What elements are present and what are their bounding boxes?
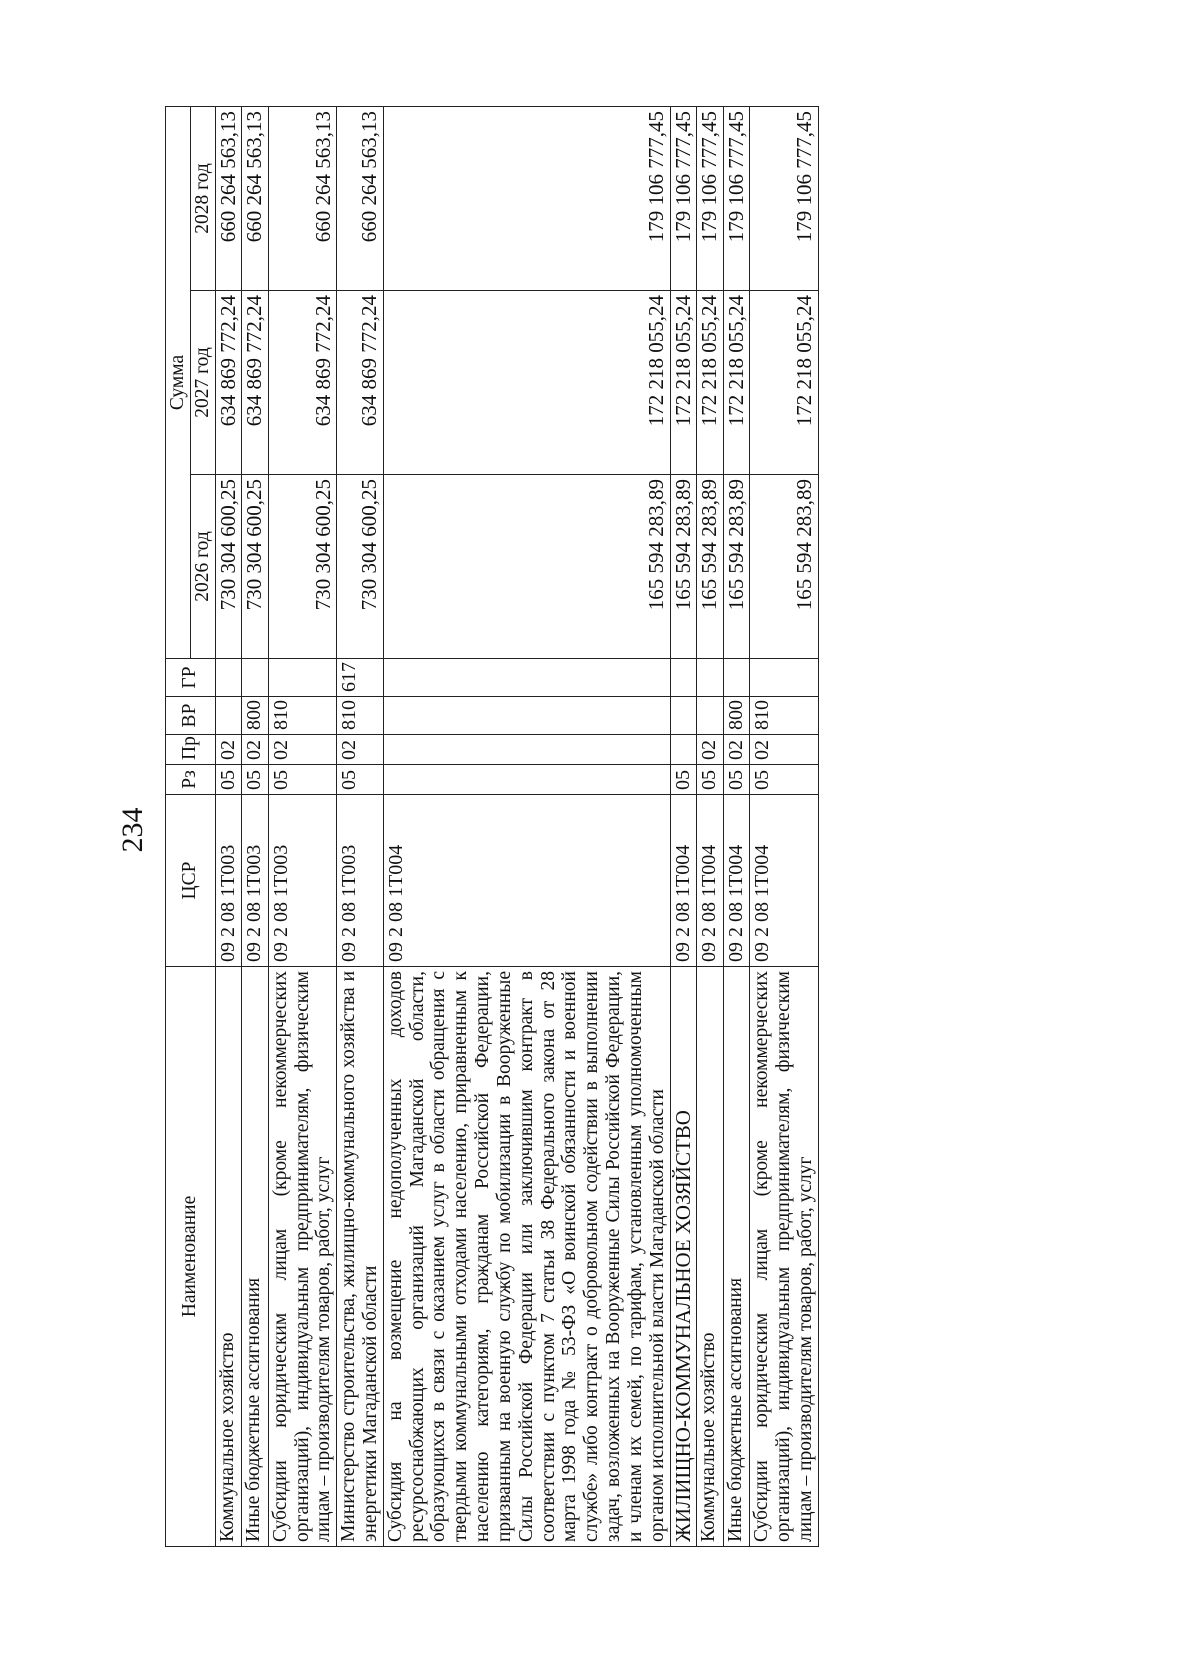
row-vr: 810 (337, 697, 384, 735)
row-pr: 02 (723, 735, 750, 765)
row-sum-2027: 172 218 055,24 (383, 291, 670, 475)
row-rz: 05 (337, 765, 384, 795)
table-row (750, 107, 818, 1547)
row-pr: 02 (268, 735, 336, 765)
row-sum-2028: 179 106 777,45 (383, 107, 670, 291)
row-gr (383, 659, 670, 697)
row-sum-2028: 179 106 777,45 (697, 107, 724, 291)
rotated-table-wrapper (165, 107, 1045, 1547)
row-vr (215, 697, 242, 735)
table-row (242, 107, 269, 1547)
row-sum-2027: 172 218 055,24 (670, 291, 697, 475)
row-csr: 09 2 08 1Т004 (383, 795, 670, 967)
row-name: ЖИЛИЩНО-КОММУНАЛЬНОЕ ХОЗЯЙСТВО (670, 967, 697, 1547)
row-gr: 617 (337, 659, 384, 697)
row-csr: 09 2 08 1Т003 (242, 795, 269, 967)
row-name: Субсидии юридическим лицам (кроме некоммерческих организаций), индивидуальным предпринимателям, физическим лицам – производителям товаров, работ, услуг (268, 967, 336, 1547)
row-rz: 05 (723, 765, 750, 795)
budget-table (165, 106, 819, 1547)
row-sum-2026: 730 304 600,25 (242, 475, 269, 659)
row-sum-2026: 165 594 283,89 (697, 475, 724, 659)
row-csr: 09 2 08 1Т003 (268, 795, 336, 967)
header-2028: 2028 год (190, 107, 215, 291)
row-sum-2028: 660 264 563,13 (215, 107, 242, 291)
row-sum-2026: 165 594 283,89 (750, 475, 818, 659)
row-rz: 05 (750, 765, 818, 795)
row-csr: 09 2 08 1Т004 (750, 795, 818, 967)
table-row (337, 107, 384, 1547)
row-rz: 05 (242, 765, 269, 795)
row-gr (723, 659, 750, 697)
row-name: Субсидии юридическим лицам (кроме некоммерческих организаций), индивидуальным предпринимателям, физическим лицам – производителям товаров, работ, услуг (750, 967, 818, 1547)
row-vr: 810 (268, 697, 336, 735)
header-gr: ГР (166, 659, 216, 697)
table-row (383, 107, 670, 1547)
row-sum-2027: 634 869 772,24 (268, 291, 336, 475)
header-2027: 2027 год (190, 291, 215, 475)
row-vr (697, 697, 724, 735)
row-sum-2028: 660 264 563,13 (242, 107, 269, 291)
row-gr (670, 659, 697, 697)
row-sum-2026: 730 304 600,25 (215, 475, 242, 659)
row-vr: 800 (242, 697, 269, 735)
row-csr: 09 2 08 1Т004 (723, 795, 750, 967)
row-gr (697, 659, 724, 697)
header-name: Наименование (166, 967, 216, 1547)
row-rz: 05 (268, 765, 336, 795)
row-rz (383, 765, 670, 795)
row-csr: 09 2 08 1Т003 (215, 795, 242, 967)
row-sum-2026: 165 594 283,89 (723, 475, 750, 659)
row-pr: 02 (697, 735, 724, 765)
row-pr: 02 (242, 735, 269, 765)
row-sum-2028: 179 106 777,45 (723, 107, 750, 291)
header-sum: Сумма (166, 107, 191, 659)
row-sum-2028: 660 264 563,13 (337, 107, 384, 291)
row-sum-2027: 172 218 055,24 (750, 291, 818, 475)
row-vr (383, 697, 670, 735)
header-pr: Пр (166, 735, 216, 765)
row-gr (215, 659, 242, 697)
header-rz: Рз (166, 765, 216, 795)
row-sum-2027: 172 218 055,24 (723, 291, 750, 475)
row-name: Коммунальное хозяйство (697, 967, 724, 1547)
table-body (215, 107, 818, 1547)
header-vr: ВР (166, 697, 216, 735)
table-row (697, 107, 724, 1547)
row-sum-2026: 165 594 283,89 (383, 475, 670, 659)
row-csr: 09 2 08 1Т004 (670, 795, 697, 967)
row-name: Коммунальное хозяйство (215, 967, 242, 1547)
header-2026: 2026 год (190, 475, 215, 659)
row-sum-2027: 634 869 772,24 (215, 291, 242, 475)
row-sum-2026: 165 594 283,89 (670, 475, 697, 659)
row-sum-2028: 179 106 777,45 (670, 107, 697, 291)
table-row (215, 107, 242, 1547)
row-gr (750, 659, 818, 697)
row-vr: 800 (723, 697, 750, 735)
page-number: 234 (116, 807, 149, 853)
row-pr (383, 735, 670, 765)
row-sum-2027: 172 218 055,24 (697, 291, 724, 475)
row-sum-2026: 730 304 600,25 (337, 475, 384, 659)
row-pr: 02 (750, 735, 818, 765)
row-sum-2028: 660 264 563,13 (268, 107, 336, 291)
row-csr: 09 2 08 1Т003 (337, 795, 384, 967)
row-vr: 810 (750, 697, 818, 735)
header-csr: ЦСР (166, 795, 216, 967)
row-name: Иные бюджетные ассигнования (242, 967, 269, 1547)
row-pr: 02 (337, 735, 384, 765)
row-gr (242, 659, 269, 697)
row-gr (268, 659, 336, 697)
row-rz: 05 (697, 765, 724, 795)
table-row (268, 107, 336, 1547)
row-sum-2028: 179 106 777,45 (750, 107, 818, 291)
table-row (723, 107, 750, 1547)
row-pr (670, 735, 697, 765)
row-rz: 05 (670, 765, 697, 795)
row-name: Иные бюджетные ассигнования (723, 967, 750, 1547)
row-sum-2026: 730 304 600,25 (268, 475, 336, 659)
row-name: Субсидия на возмещение недополученных доходов ресурсоснабжающих организаций Магаданской области, образующихся в связи с оказанием услуг в области обращения с твердыми коммунальными отходами населению, приравненным к населению категориям, гражданам Российской Федерации, призванным на военную службу по мобилизации в Вооруженные Силы Российской Федерации или заключившим контракт в соответствии с пунктом 7 статьи 38 Федерального закона от 28 марта 1998 года № 53-ФЗ «О воинской обязанности и военной службе» либо контракт о добровольном содействии в выполнении задач, возложенных на Вооруженные Силы Российской Федерации, и членам их семей, по тарифам, установленным уполномоченным органом исполнительной власти Магаданской области (383, 967, 670, 1547)
row-name: Министерство строительства, жилищно-коммунального хозяйства и энергетики Магаданской области (337, 967, 384, 1547)
row-pr: 02 (215, 735, 242, 765)
table-row (670, 107, 697, 1547)
row-vr (670, 697, 697, 735)
row-csr: 09 2 08 1Т004 (697, 795, 724, 967)
row-sum-2027: 634 869 772,24 (242, 291, 269, 475)
row-rz: 05 (215, 765, 242, 795)
row-sum-2027: 634 869 772,24 (337, 291, 384, 475)
